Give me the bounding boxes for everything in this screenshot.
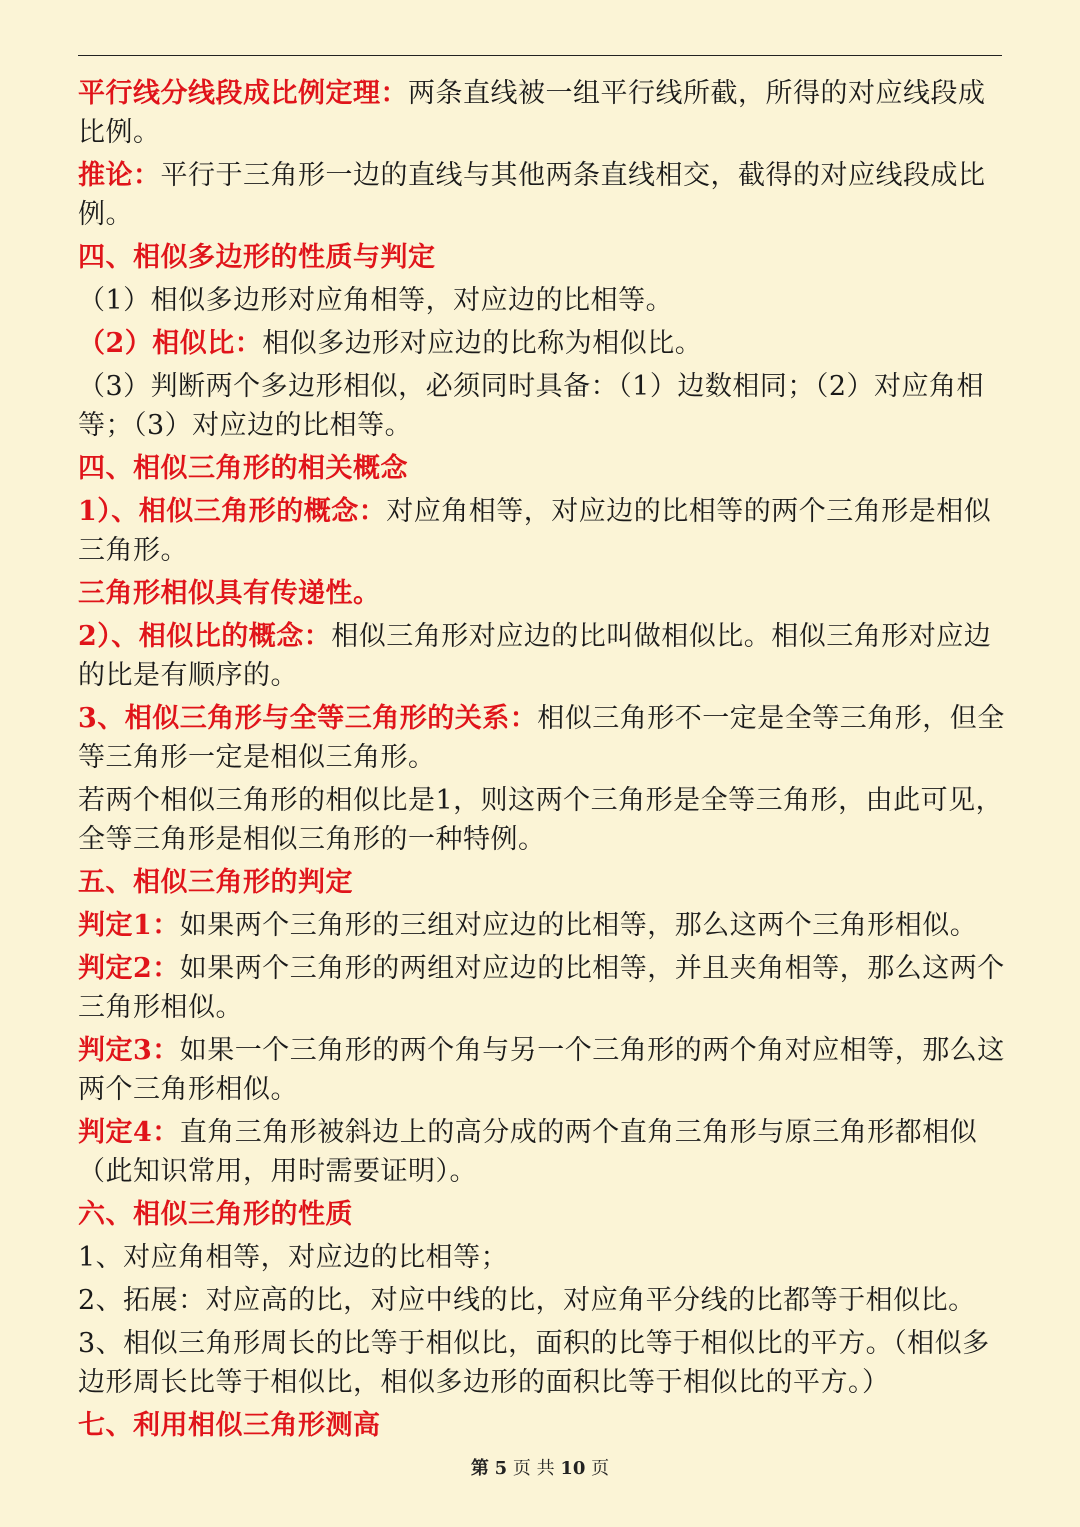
text: 相似三角形对应边的比叫做相似比。相似三角形对应边的比是有顺序的。 bbox=[78, 621, 992, 691]
transitivity-note: 三角形相似具有传递性。 bbox=[78, 578, 381, 609]
page-mid: 页 共 bbox=[512, 1458, 555, 1479]
concept-item bbox=[78, 699, 1008, 777]
concept-item bbox=[78, 617, 1008, 695]
text: 相似三角形不一定是全等三角形，但全等三角形一定是相似三角形。 bbox=[78, 703, 1005, 773]
label: 判定4： bbox=[78, 1117, 180, 1148]
label: 判定2： bbox=[78, 953, 180, 984]
label: 判定1： bbox=[78, 910, 180, 941]
list-item bbox=[78, 324, 1008, 363]
page-suffix: 页 bbox=[591, 1458, 610, 1479]
section-heading-criteria: 五、相似三角形的判定 bbox=[78, 867, 353, 898]
criterion-item bbox=[78, 906, 1008, 945]
text: （3）判断两个多边形相似，必须同时具备：（1）边数相同；（2）对应角相等；（3）对应边的比相等。 bbox=[78, 371, 985, 441]
page-current: 5 bbox=[494, 1458, 508, 1479]
text: 对应角相等，对应边的比相等的两个三角形是相似三角形。 bbox=[78, 496, 992, 566]
property-item bbox=[78, 1238, 1008, 1277]
criterion-item bbox=[78, 1113, 1008, 1191]
property-item bbox=[78, 1324, 1008, 1402]
list-item bbox=[78, 281, 1008, 320]
text: 平行于三角形一边的直线与其他两条直线相交，截得的对应线段成比例。 bbox=[78, 160, 986, 230]
text: 如果两个三角形的三组对应边的比相等，那么这两个三角形相似。 bbox=[179, 910, 978, 941]
page-prefix: 第 bbox=[470, 1458, 489, 1479]
text: （1）相似多边形对应角相等，对应边的比相等。 bbox=[78, 285, 674, 316]
text: 两条直线被一组平行线所截，所得的对应线段成比例。 bbox=[78, 78, 986, 148]
text: 1、对应角相等，对应边的比相等； bbox=[78, 1242, 509, 1273]
paragraph bbox=[78, 781, 1008, 859]
section-heading-measure-height: 七、利用相似三角形测高 bbox=[78, 1410, 381, 1441]
property-item bbox=[78, 1281, 1008, 1320]
theorem-parallel-lines bbox=[78, 74, 1008, 152]
section-heading-concepts: 四、相似三角形的相关概念 bbox=[78, 453, 408, 484]
header-rule bbox=[78, 55, 1002, 56]
label: 3、相似三角形与全等三角形的关系： bbox=[78, 703, 538, 734]
text: 若两个相似三角形的相似比是1，则这两个三角形是全等三角形，由此可见，全等三角形是相似三角形的一种特例。 bbox=[78, 785, 1004, 855]
page-total: 10 bbox=[560, 1458, 586, 1479]
page-footer bbox=[0, 1454, 1080, 1480]
concept-item bbox=[78, 492, 1008, 570]
criterion-item bbox=[78, 949, 1008, 1027]
text: 2、拓展：对应高的比，对应中线的比，对应角平分线的比都等于相似比。 bbox=[78, 1285, 976, 1316]
label: 推论： bbox=[78, 160, 161, 191]
section-heading-properties: 六、相似三角形的性质 bbox=[78, 1199, 353, 1230]
text: 如果两个三角形的两组对应边的比相等，并且夹角相等，那么这两个三角形相似。 bbox=[78, 953, 1005, 1023]
label: 判定3： bbox=[78, 1035, 180, 1066]
label: （2）相似比： bbox=[78, 328, 263, 359]
document-body bbox=[78, 74, 1008, 1449]
corollary bbox=[78, 156, 1008, 234]
label: 平行线分线段成比例定理： bbox=[78, 78, 408, 109]
section-heading-polygons: 四、相似多边形的性质与判定 bbox=[78, 242, 436, 273]
text: 如果一个三角形的两个角与另一个三角形的两个角对应相等，那么这两个三角形相似。 bbox=[78, 1035, 1005, 1105]
text: 直角三角形被斜边上的高分成的两个直角三角形与原三角形都相似（此知识常用，用时需要证明）。 bbox=[78, 1117, 978, 1187]
list-item bbox=[78, 367, 1008, 445]
criterion-item bbox=[78, 1031, 1008, 1109]
label: 1）、相似三角形的概念： bbox=[78, 496, 387, 527]
text: 相似多边形对应边的比称为相似比。 bbox=[262, 328, 703, 359]
label: 2）、相似比的概念： bbox=[78, 621, 332, 652]
text: 3、相似三角形周长的比等于相似比，面积的比等于相似比的平方。（相似多边形周长比等于相似比，相似多边形的面积比等于相似比的平方。） bbox=[78, 1328, 990, 1398]
